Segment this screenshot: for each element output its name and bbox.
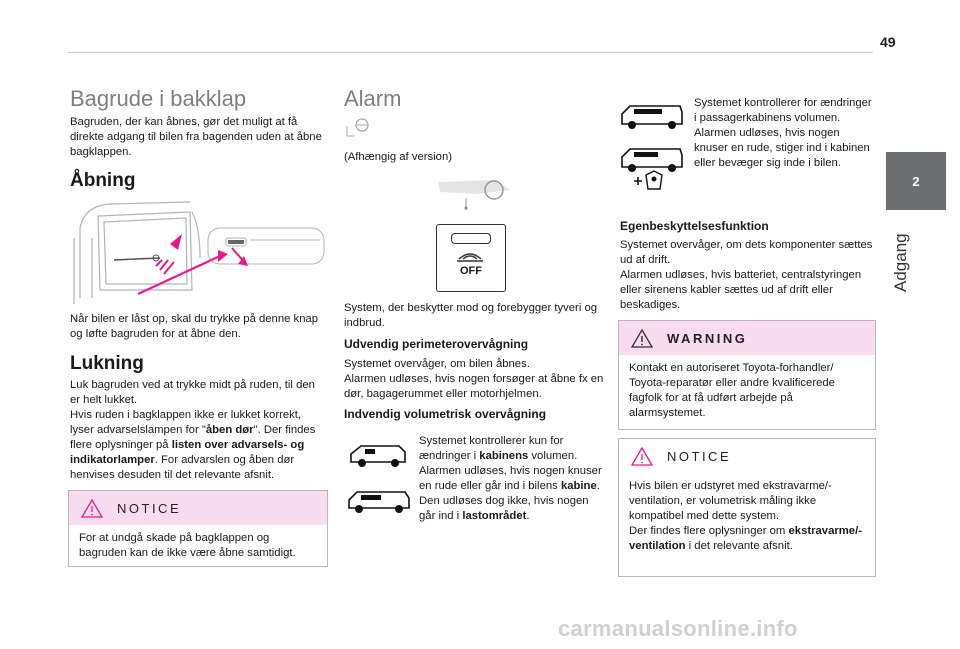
page-number: 49 bbox=[880, 34, 896, 50]
van-intrusion-icon bbox=[620, 145, 684, 191]
notice-title: NOTICE bbox=[117, 500, 182, 516]
self-protection-text-1: Systemet overvåger, om dets komponenter sættes ud af drift. bbox=[620, 239, 873, 266]
notice-box-left bbox=[68, 490, 328, 567]
closing-text bbox=[70, 378, 328, 483]
self-protection-text bbox=[620, 238, 876, 313]
caution-triangle-icon bbox=[81, 499, 103, 518]
small-van-icon bbox=[347, 442, 411, 468]
opening-text: Når bilen er låst op, skal du trykke på denne knap og løfte bagruden for at åbne den. bbox=[70, 313, 319, 340]
notice-text-right bbox=[619, 473, 875, 562]
closing-para-2: Hvis ruden i bagklappen ikke er lukket korrekt, lyser advarselslampen for "åben dør". Der findes flere oplysninger på listen over advarsels- og indikatorlamper. For advarslen og åben dør henvises desuden til det relevante afsnit. bbox=[70, 409, 316, 481]
notice-right-para-1: Hvis bilen er udstyret med ekstravarme/-ventilation, er volumetrisk måling ikke kompatibel med dette system. bbox=[629, 480, 832, 522]
section-title-rear-window: Bagrude i bakklap bbox=[70, 86, 247, 111]
warning-header bbox=[619, 321, 875, 355]
perimeter-text-1: Systemet overvåger, om bilen åbnes. bbox=[344, 358, 530, 370]
passenger-text-1: Systemet kontrollerer for ændringer i passagerkabinens volumen. bbox=[694, 97, 872, 124]
extra-heating-link[interactable]: ekstravarme/-ventilation bbox=[629, 525, 862, 552]
volumetric-heading: Indvendig volumetrisk overvågning bbox=[344, 407, 547, 421]
button-slot bbox=[451, 233, 491, 244]
perimeter-text-2: Alarmen udløses, hvis nogen forsøger at åbne fx en dør, bagagerummet eller motorhjelmen. bbox=[344, 373, 604, 400]
self-protection-text-2: Alarmen udløses, hvis batteriet, centralstyringen eller sirenens kabler sættes ud af drift eller beskadiges. bbox=[620, 269, 862, 311]
version-note: (Afhængig af version) bbox=[344, 151, 452, 163]
notice-title-right: NOTICE bbox=[667, 448, 732, 464]
closing-para-1: Luk bagruden ved at trykke midt på ruden, til den er helt lukket. bbox=[70, 379, 315, 406]
notice-right-para-2: Der findes flere oplysninger om ekstravarme/-ventilation i det relevante afsnit. bbox=[629, 525, 862, 552]
caution-triangle-icon bbox=[631, 447, 653, 466]
section-title-alarm: Alarm bbox=[344, 86, 402, 111]
warning-text: Kontakt en autoriseret Toyota-forhandler/ Toyota-reparatør eller andre kvalificerede fagfolk for at få udført arbejde på alarmsystemet. bbox=[629, 362, 835, 419]
watermark: carmanualsonline.info bbox=[558, 616, 798, 641]
alarm-off-button[interactable] bbox=[436, 224, 506, 292]
warning-triangle-icon bbox=[631, 329, 653, 348]
chapter-tab[interactable]: 2 bbox=[886, 152, 946, 210]
off-label: OFF bbox=[460, 265, 482, 277]
closing-heading: Lukning bbox=[70, 353, 144, 374]
rear-window-intro: Bagruden, der kan åbnes, gør det muligt at få direkte adgang til bilen fra bagenden uden at åbne bagklappen. bbox=[70, 116, 322, 158]
perimeter-text bbox=[344, 357, 606, 402]
passenger-text-2: Alarmen udløses, hvis nogen knuser en rude, stiger ind i kabinen eller bevæger sig inde i bilen. bbox=[694, 127, 870, 169]
passenger-van-icon bbox=[620, 102, 684, 130]
chapter-tab-label: Adgang bbox=[891, 233, 910, 292]
dashboard-steering-illustration bbox=[436, 172, 512, 212]
rear-window-illustration bbox=[70, 198, 328, 306]
perimeter-heading: Udvendig perimeterovervågning bbox=[344, 337, 529, 351]
steering-wheel-version-icon bbox=[344, 116, 374, 138]
chapter-tab-label-wrap bbox=[891, 222, 915, 292]
notice-header bbox=[69, 491, 327, 525]
notice-header-right bbox=[619, 439, 875, 473]
notice-text: For at undgå skade på bagklappen og bagruden kan de ikke være åbne samtidigt. bbox=[79, 532, 296, 559]
opening-heading: Åbning bbox=[70, 170, 136, 191]
car-wave-icon bbox=[455, 247, 485, 263]
long-van-icon bbox=[347, 488, 411, 514]
warning-title: WARNING bbox=[667, 330, 748, 346]
volumetric-text: Systemet kontrollerer kun for ændringer i kabinens volumen. Alarmen udløses, hvis nogen knuser en rude eller går ind i bilens kabine. Den udløses dog ikke, hvis nogen går ind i lastområdet. bbox=[419, 435, 602, 522]
warning-lamps-link[interactable]: listen over advarsels- og indikatorlamper bbox=[70, 439, 305, 466]
alarm-description: System, der beskytter mod og forebygger tyveri og indbrud. bbox=[344, 302, 598, 329]
warning-box bbox=[618, 320, 876, 430]
top-divider bbox=[68, 52, 873, 53]
notice-box-right bbox=[618, 438, 876, 577]
passenger-text bbox=[694, 96, 874, 171]
self-protection-heading: Egenbeskyttelsesfunktion bbox=[620, 219, 769, 233]
